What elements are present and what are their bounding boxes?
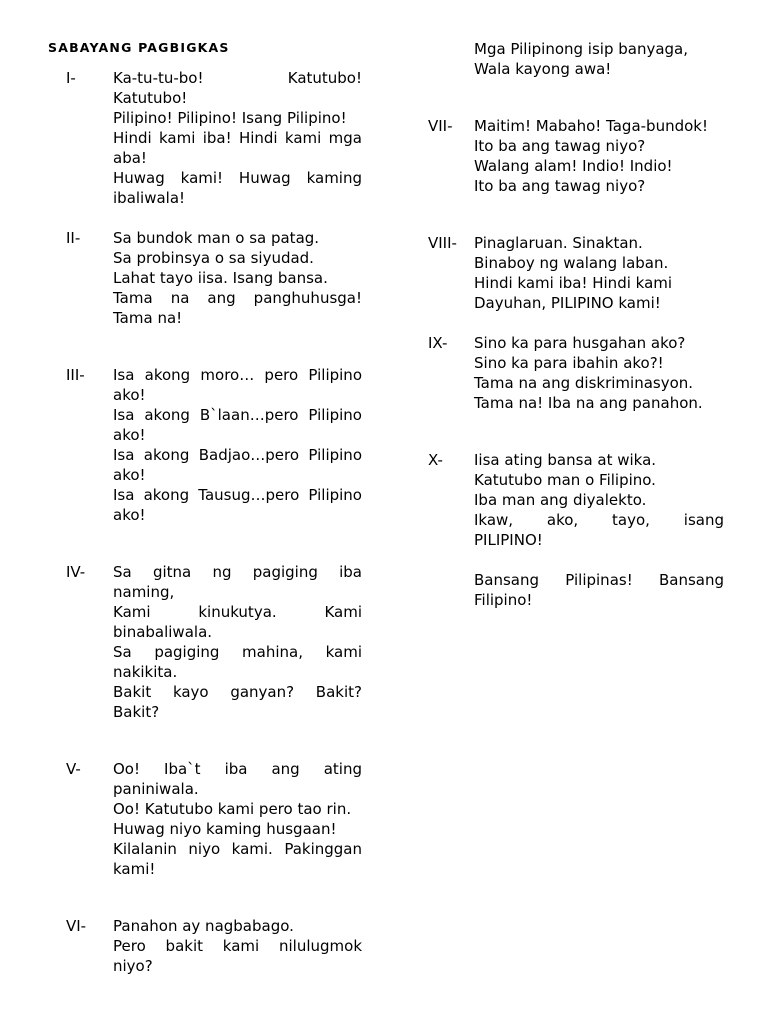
- stanza-line: Isa akong Tausug…pero Pilipino: [113, 486, 362, 504]
- stanza-line: Ka-tu-tu-bo! Katutubo!: [113, 69, 362, 87]
- stanza-line: Hindi kami iba! Hindi kami: [474, 274, 673, 292]
- stanza-number: IX-: [428, 334, 448, 352]
- stanza-lines: [474, 233, 724, 313]
- stanza-line: ibaliwala!: [113, 189, 186, 207]
- stanza-line: Pero bakit kami nilulugmok: [113, 937, 362, 955]
- stanza-line: Pinaglaruan. Sinaktan.: [474, 234, 643, 252]
- stanza-line: Kilalanin niyo kami. Pakinggan: [113, 840, 362, 858]
- stanza-lines: [113, 562, 362, 722]
- stanza-line: Sa bundok man o sa patag.: [113, 229, 320, 247]
- stanza-line: Oo! Katutubo kami pero tao rin.: [113, 800, 352, 818]
- stanza-line: Huwag kami! Huwag kaming: [113, 169, 362, 187]
- stanza-line: Pilipino! Pilipino! Isang Pilipino!: [113, 109, 347, 127]
- stanza-line: naming,: [113, 583, 175, 601]
- stanza-line: Bakit kayo ganyan? Bakit?: [113, 683, 362, 701]
- stanza-line: Tama na ang diskriminasyon.: [474, 374, 694, 392]
- stanza-lines: [474, 333, 724, 413]
- stanza-line: nakikita.: [113, 663, 178, 681]
- stanza-line: Tama na ang panghuhusga!: [113, 289, 362, 307]
- stanza-line: Maitim! Mabaho! Taga-bundok!: [474, 117, 708, 135]
- stanza-line: ako!: [113, 466, 146, 484]
- stanza-line: Oo! Iba`t iba ang ating: [113, 760, 362, 778]
- stanza-line: Binaboy ng walang laban.: [474, 254, 669, 272]
- stanza-lines: [474, 116, 724, 196]
- stanza-lines: [113, 365, 362, 525]
- stanza-lines: [474, 39, 724, 79]
- stanza-line: Sa pagiging mahina, kami: [113, 643, 362, 661]
- stanza-line: Isa akong B`laan…pero Pilipino: [113, 406, 362, 424]
- stanza-line: binabaliwala.: [113, 623, 213, 641]
- stanza-line: Huwag niyo kaming husgaan!: [113, 820, 337, 838]
- stanza-lines: [113, 759, 362, 879]
- stanza-line: kami!: [113, 860, 156, 878]
- stanza-line-spacer: [474, 550, 724, 570]
- stanza-line: Iisa ating bansa at wika.: [474, 451, 657, 469]
- stanza-line: Kami kinukutya. Kami: [113, 603, 362, 621]
- stanza-line: Panahon ay nagbabago.: [113, 917, 294, 935]
- stanza-number: X-: [428, 451, 443, 469]
- stanza-line: Dayuhan, PILIPINO kami!: [474, 294, 661, 312]
- stanza-line: Sino ka para husgahan ako?: [474, 334, 686, 352]
- stanza-line: Ikaw, ako, tayo, isang: [474, 511, 724, 529]
- stanza-line: Ito ba ang tawag niyo?: [474, 177, 646, 195]
- document-title: SABAYANG PAGBIGKAS: [48, 40, 230, 55]
- stanza-line: Lahat tayo iisa. Isang bansa.: [113, 269, 328, 287]
- stanza-line: paniniwala.: [113, 780, 199, 798]
- stanza-line: Tama na!: [113, 309, 183, 327]
- stanza-line: Sino ka para ibahin ako?!: [474, 354, 664, 372]
- stanza-line: ako!: [113, 426, 146, 444]
- stanza-line: Wala kayong awa!: [474, 60, 612, 78]
- stanza-line: Isa akong Badjao…pero Pilipino: [113, 446, 362, 464]
- stanza-line: Katutubo man o Filipino.: [474, 471, 656, 489]
- stanza-number: II-: [66, 229, 81, 247]
- stanza-number: VI-: [66, 917, 87, 935]
- stanza-lines: [113, 916, 362, 976]
- stanza-line: ako!: [113, 386, 146, 404]
- stanza-lines: [474, 450, 724, 610]
- stanza-line: Bakit?: [113, 703, 160, 721]
- stanza-line: Hindi kami iba! Hindi kami mga: [113, 129, 362, 147]
- stanza-line: Filipino!: [474, 591, 533, 609]
- stanza-number: IV-: [66, 563, 86, 581]
- stanza-number: V-: [66, 760, 81, 778]
- stanza-line: PILIPINO!: [474, 531, 543, 549]
- stanza-line: ako!: [113, 506, 146, 524]
- stanza-lines: [113, 68, 362, 208]
- stanza-number: VII-: [428, 117, 453, 135]
- stanza-line: Iba man ang diyalekto.: [474, 491, 647, 509]
- stanza-lines: [113, 228, 362, 328]
- stanza-line: Sa probinsya o sa siyudad.: [113, 249, 314, 267]
- stanza-line: aba!: [113, 149, 147, 167]
- stanza-line: Katutubo!: [113, 89, 188, 107]
- stanza-line: Isa akong moro… pero Pilipino: [113, 366, 362, 384]
- stanza-line: niyo?: [113, 957, 153, 975]
- stanza-line: Mga Pilipinong isip banyaga,: [474, 40, 689, 58]
- stanza-number: I-: [66, 69, 76, 87]
- stanza-line: Sa gitna ng pagiging iba: [113, 563, 362, 581]
- stanza-line: Walang alam! Indio! Indio!: [474, 157, 673, 175]
- stanza-line: Bansang Pilipinas! Bansang: [474, 571, 724, 589]
- stanza-number: III-: [66, 366, 85, 384]
- stanza-number: VIII-: [428, 234, 457, 252]
- stanza-line: Tama na! Iba na ang panahon.: [474, 394, 703, 412]
- stanza-line: Ito ba ang tawag niyo?: [474, 137, 646, 155]
